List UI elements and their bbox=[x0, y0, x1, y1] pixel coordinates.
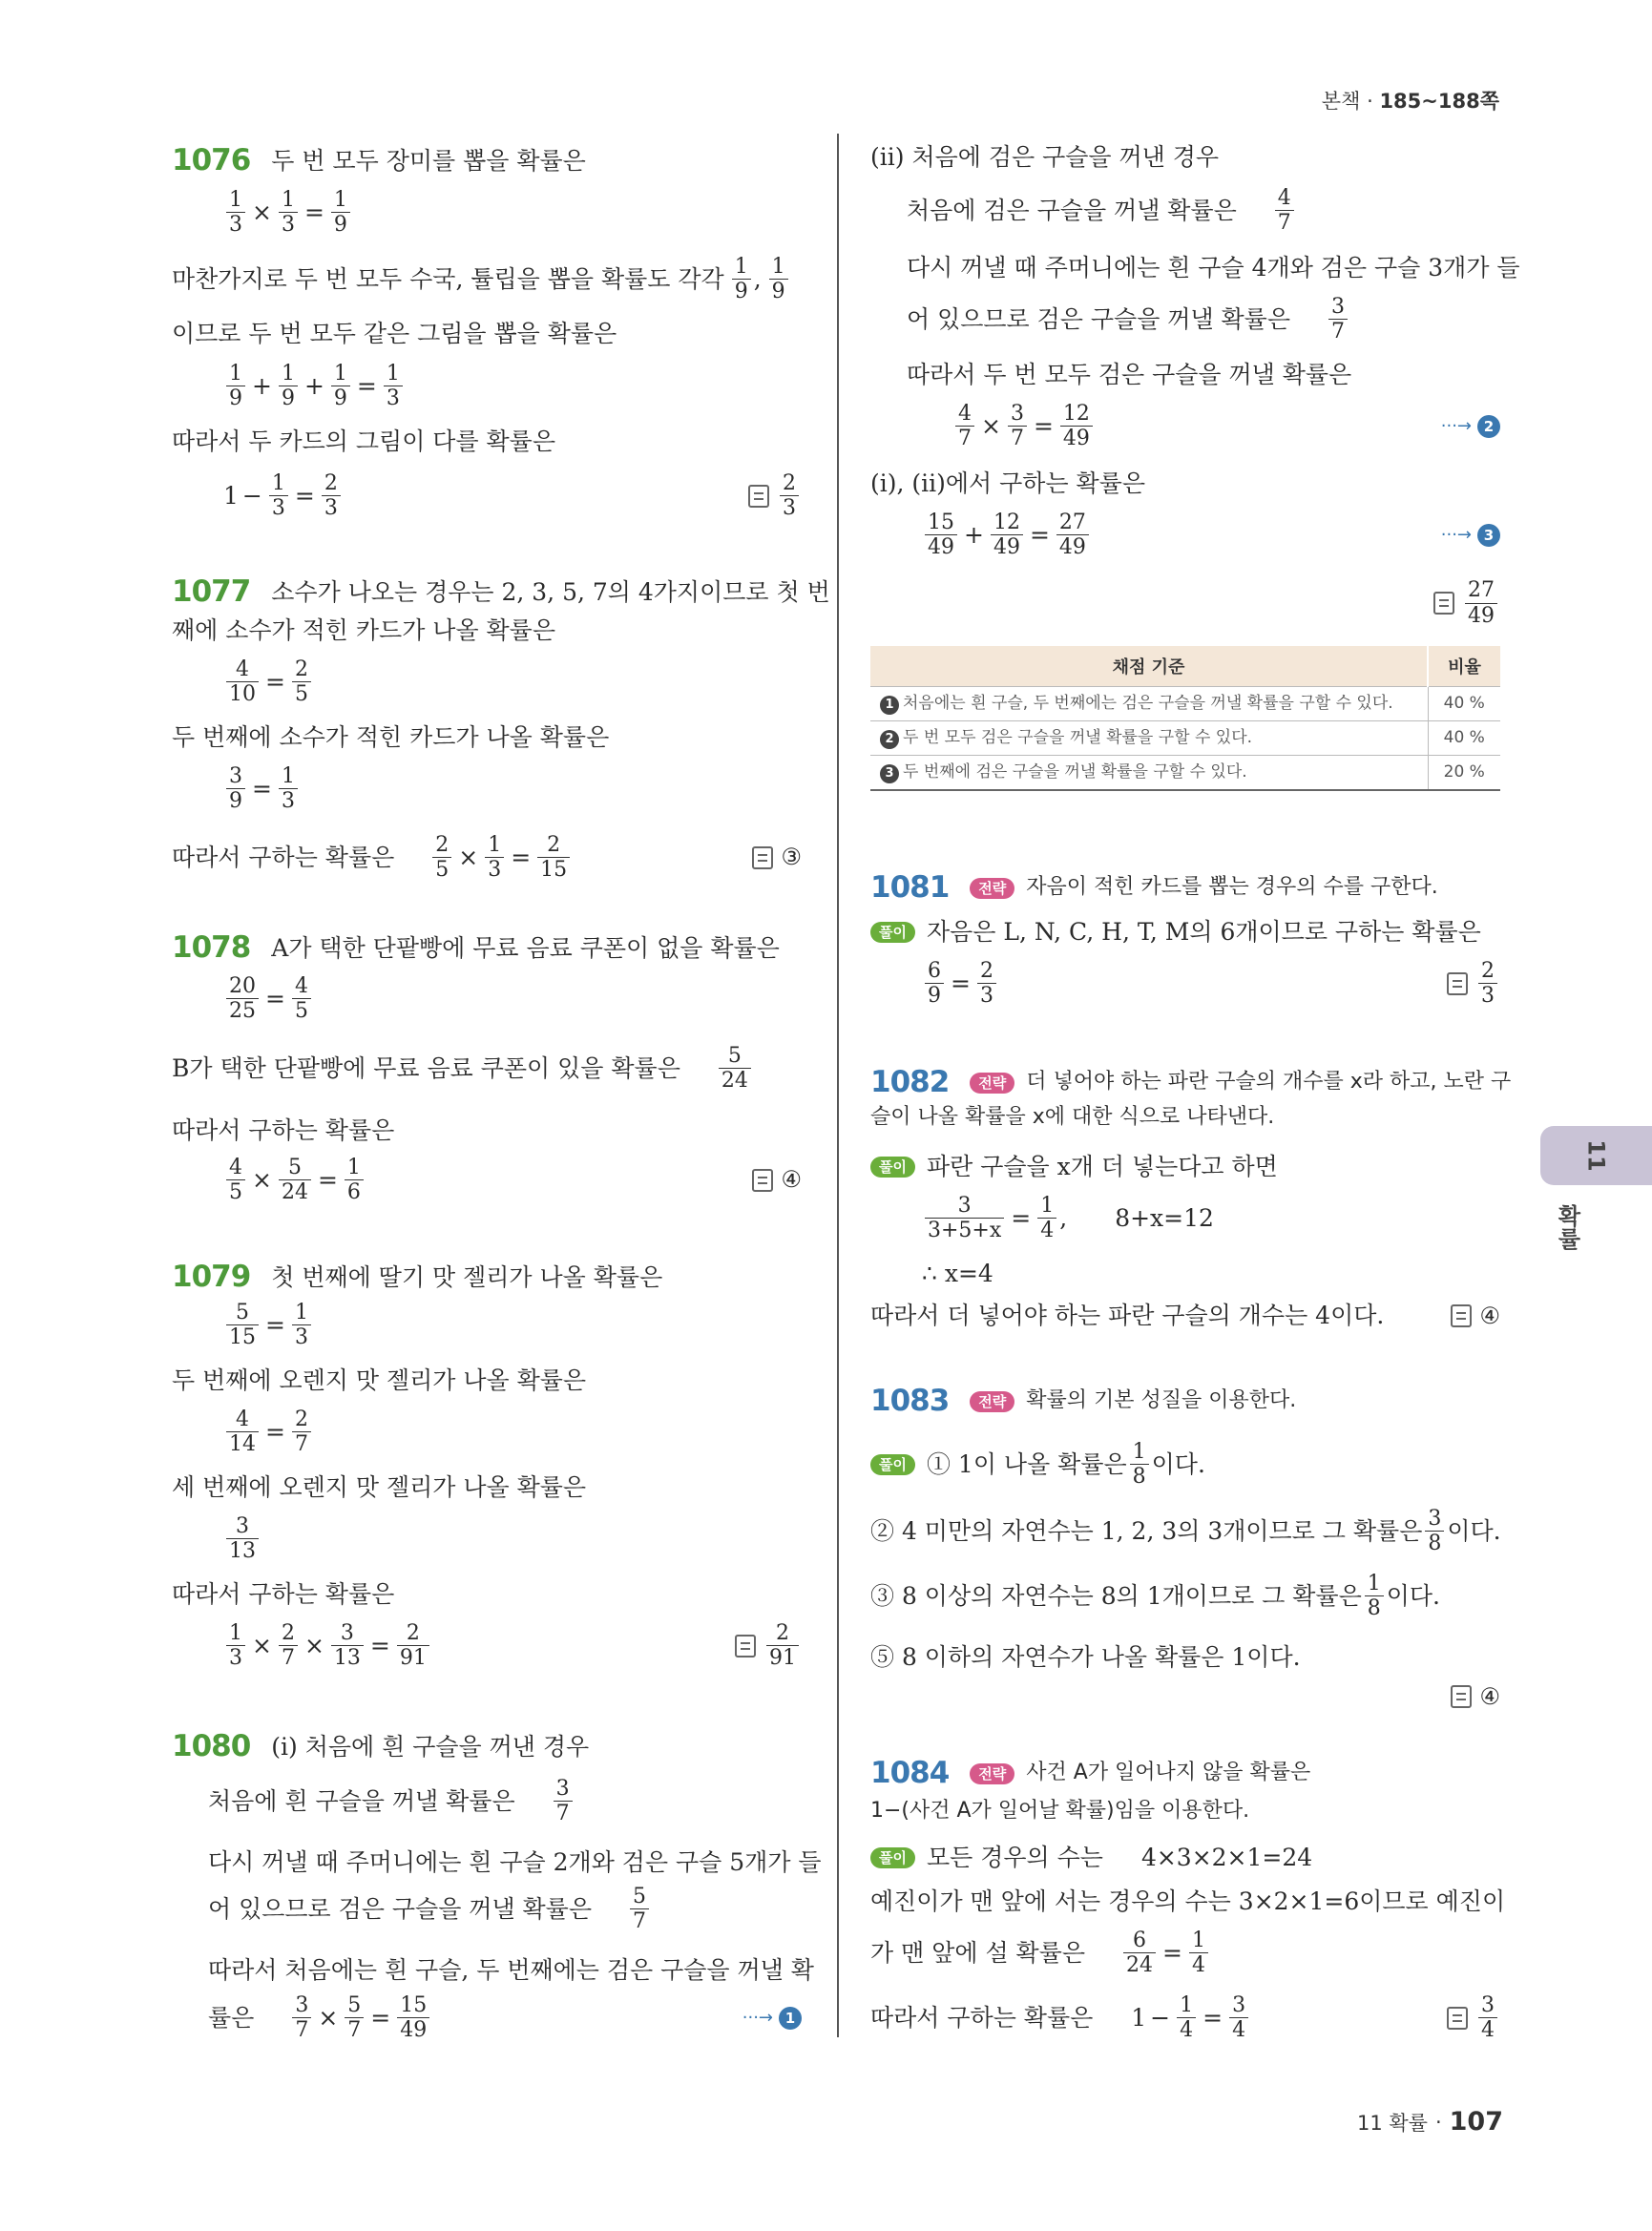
text-line: 어 있으므로 검은 구슬을 꺼낼 확률은 $\frac{3}{7}$ bbox=[870, 296, 1350, 343]
problem-1079-title bbox=[172, 1260, 662, 1295]
equation: $\frac{6}{9}$ = $\frac{2}{3}$ $\frac{2}{3}$ bbox=[870, 960, 1500, 1007]
answer: $\frac{27}{49}$ bbox=[1433, 579, 1500, 626]
problem-number: 1079 bbox=[172, 1260, 251, 1294]
text: ③ 8 이상의 자연수는 8의 1개이므로 그 확률은 bbox=[870, 1581, 1362, 1610]
equation: $\frac{1}{3}$ × $\frac{2}{7}$ × $\frac{3}{13}$ = $\frac{2}{91}$ $\frac{2}{91}$ bbox=[172, 1622, 802, 1669]
problem-1080-title bbox=[172, 1729, 589, 1764]
solution-tag: 풀이 bbox=[870, 1157, 915, 1178]
equation: $\frac{20}{25}$ = $\frac{4}{5}$ bbox=[172, 975, 314, 1022]
text: 가 맨 앞에 설 확률은 bbox=[870, 1938, 1085, 1967]
text-line bbox=[870, 361, 1351, 389]
criterion-text: 처음에는 흰 구슬, 두 번째에는 검은 구슬을 꺼낼 확률을 구할 수 있다. bbox=[903, 694, 1393, 713]
strategy-text: 더 넣어야 하는 파란 구슬의 개수를 x라 하고, 노란 구 bbox=[1026, 1070, 1512, 1095]
text-line bbox=[172, 1366, 586, 1395]
text: 째에 소수가 적힌 카드가 나올 확률은 bbox=[172, 616, 555, 644]
text-line bbox=[172, 1956, 814, 1985]
book-label: 본책 bbox=[1321, 90, 1361, 113]
problem-number: 1082 bbox=[870, 1065, 950, 1099]
footer-chapter: 11 확률 bbox=[1356, 2111, 1428, 2135]
text: 두 번 모두 장미를 뽑을 확률은 bbox=[271, 146, 586, 175]
text: A가 택한 단팥빵에 무료 음료 쿠폰이 없을 확률은 bbox=[271, 933, 780, 962]
text-line bbox=[870, 1260, 993, 1288]
text: (ⅱ) 처음에 검은 구슬을 꺼낸 경우 bbox=[870, 143, 1220, 171]
problem-number: 1083 bbox=[870, 1384, 950, 1418]
answer-row bbox=[870, 576, 1500, 630]
problem-number: 1077 bbox=[172, 574, 251, 609]
page-number: 107 bbox=[1449, 2107, 1503, 2137]
answer-icon bbox=[1433, 592, 1454, 615]
problem-1083-title bbox=[870, 1384, 1296, 1419]
problem-number: 1080 bbox=[172, 1729, 251, 1763]
solution-tag: 풀이 bbox=[870, 922, 915, 943]
text-line: 어 있으므로 검은 구슬을 꺼낼 확률은 $\frac{5}{7}$ bbox=[172, 1886, 652, 1932]
criterion-number: 1 bbox=[880, 696, 899, 715]
answer-value: ④ bbox=[781, 1166, 802, 1194]
chapter-number: 11 bbox=[1582, 1139, 1610, 1172]
equation: $\frac{3}{13}$ bbox=[172, 1515, 261, 1562]
text-line: 풀이 ① 1이 나올 확률은 $\frac{1}{8}$ 이다. bbox=[870, 1441, 1205, 1488]
page-footer bbox=[1357, 2107, 1503, 2137]
text: 따라서 더 넣어야 하는 파란 구슬의 개수는 4이다. bbox=[870, 1302, 1385, 1329]
text-line bbox=[870, 1302, 1500, 1330]
header-sep: · bbox=[1367, 90, 1373, 113]
equation-text: 8+x=12 bbox=[1115, 1203, 1214, 1232]
text: ① 1이 나올 확률은 bbox=[926, 1449, 1127, 1478]
text: 따라서 구하는 확률은 bbox=[172, 1116, 395, 1144]
text-line bbox=[870, 1105, 1274, 1130]
equation: 1 − $\frac{1}{3}$ = $\frac{2}{3}$ $\frac{2}{3}$ bbox=[172, 472, 802, 519]
text-line bbox=[172, 723, 609, 752]
text-line bbox=[870, 1887, 1505, 1916]
text-line bbox=[870, 1844, 1312, 1872]
text: 이다. bbox=[1151, 1449, 1205, 1478]
text: 따라서 구하는 확률은 bbox=[870, 2003, 1094, 2032]
answer-icon bbox=[735, 1635, 756, 1658]
answer-icon bbox=[1451, 1685, 1472, 1708]
criterion-ratio: 40 % bbox=[1428, 720, 1500, 755]
equation: $\frac{1}{3}$ × $\frac{1}{3}$ = $\frac{1}{9}$ bbox=[172, 189, 353, 236]
text-line: 처음에 검은 구슬을 꺼낼 확률은 $\frac{4}{7}$ bbox=[870, 187, 1297, 234]
text-line: 처음에 흰 구슬을 꺼낼 확률은 $\frac{3}{7}$ bbox=[172, 1778, 575, 1824]
solution-tag: 풀이 bbox=[870, 1847, 915, 1868]
equation: $\frac{4}{10}$ = $\frac{2}{5}$ bbox=[172, 658, 314, 705]
text-line bbox=[172, 427, 555, 456]
equation: $\frac{4}{14}$ = $\frac{2}{7}$ bbox=[172, 1408, 314, 1455]
chapter-label: 확률 bbox=[1554, 1204, 1580, 1250]
step-marker: ···→ 3 bbox=[1441, 524, 1500, 547]
answer-value: ④ bbox=[1479, 1302, 1500, 1329]
solution-tag: 풀이 bbox=[870, 1454, 915, 1475]
problem-number: 1076 bbox=[172, 143, 251, 177]
grading-header: 채점 기준 bbox=[870, 646, 1428, 687]
problem-1082-title bbox=[870, 1065, 1511, 1100]
page-range: 185~188쪽 bbox=[1379, 90, 1499, 113]
text-line bbox=[870, 143, 1219, 172]
text-line bbox=[870, 1643, 1301, 1672]
text: 따라서 처음에는 흰 구슬, 두 번째에는 검은 구슬을 꺼낼 확 bbox=[208, 1956, 814, 1984]
strategy-text: 1−(사건 A가 일어날 확률)임을 이용한다. bbox=[870, 1799, 1250, 1823]
text: 자음은 L, N, C, H, T, M의 6개이므로 구하는 확률은 bbox=[926, 918, 1481, 946]
strategy-text: 자음이 적힌 카드를 뽑는 경우의 수를 구한다. bbox=[1026, 875, 1438, 900]
equation: $\frac{3}{3+5+x}$ = $\frac{1}{4}$ , 8+x=12 bbox=[870, 1195, 1214, 1241]
text: 마찬가지로 두 번 모두 수국, 튤립을 뽑을 확률도 각각 bbox=[172, 264, 724, 293]
text-line: ② 4 미만의 자연수는 1, 2, 3의 3개이므로 그 확률은 $\frac{3}{8}$ 이다. bbox=[870, 1507, 1501, 1556]
text: 따라서 두 번 모두 검은 구슬을 꺼낼 확률은 bbox=[907, 361, 1352, 388]
problem-1076-title bbox=[172, 143, 586, 178]
answer-icon bbox=[1447, 2007, 1468, 2030]
text: ② 4 미만의 자연수는 1, 2, 3의 3개이므로 그 확률은 bbox=[870, 1516, 1423, 1545]
equation-text: 4×3×2×1=24 bbox=[1140, 1844, 1313, 1871]
text-line: 마찬가지로 두 번 모두 수국, 튤립을 뽑을 확률도 각각 $\frac{1}{9}$ , $\frac{1}{9}$ bbox=[172, 256, 791, 302]
problem-number: 1078 bbox=[172, 930, 251, 965]
text-line bbox=[870, 1153, 1278, 1181]
answer: $\frac{3}{4}$ bbox=[1447, 1994, 1500, 2041]
text: 소수가 나오는 경우는 2, 3, 5, 7의 4가지이므로 첫 번 bbox=[271, 577, 830, 606]
answer bbox=[752, 1166, 802, 1194]
text-line bbox=[172, 320, 617, 348]
answer-icon bbox=[752, 1169, 773, 1192]
text-line bbox=[172, 1580, 394, 1609]
grading-table bbox=[870, 646, 1500, 791]
answer bbox=[752, 844, 802, 871]
text-line bbox=[870, 1799, 1249, 1824]
answer-icon bbox=[1447, 972, 1468, 995]
equation: $\frac{4}{7}$ × $\frac{3}{7}$ = $\frac{12}{49}$ ···→ 2 bbox=[870, 403, 1500, 449]
column-divider bbox=[837, 134, 839, 2037]
answer: $\frac{2}{3}$ bbox=[748, 472, 802, 519]
text: 예진이가 맨 앞에 서는 경우의 수는 3×2×1=6이므로 예진이 bbox=[870, 1887, 1506, 1915]
text: 어 있으므로 검은 구슬을 꺼낼 확률은 bbox=[907, 304, 1290, 333]
text-line: ③ 8 이상의 자연수는 8의 1개이므로 그 확률은 $\frac{1}{8}$ 이다. bbox=[870, 1572, 1440, 1621]
text-line bbox=[172, 1116, 394, 1145]
ratio-header: 비율 bbox=[1428, 646, 1500, 687]
marker-number: 1 bbox=[779, 2007, 802, 2030]
strategy-tag: 전략 bbox=[970, 1391, 1014, 1412]
text: (ⅰ) 처음에 흰 구슬을 꺼낸 경우 bbox=[271, 1732, 590, 1761]
text: 이다. bbox=[1386, 1581, 1440, 1610]
answer-value: ③ bbox=[781, 844, 802, 871]
text-line: 가 맨 앞에 설 확률은 $\frac{6}{24}$ = $\frac{1}{4}$ bbox=[870, 1929, 1211, 1976]
text: 첫 번째에 딸기 맛 젤리가 나올 확률은 bbox=[271, 1262, 663, 1291]
text-line bbox=[870, 254, 1520, 282]
table-row bbox=[870, 687, 1500, 721]
text-line bbox=[172, 616, 555, 645]
text-line bbox=[172, 1473, 586, 1502]
page-header bbox=[1322, 86, 1499, 115]
text-line: 률은 $\frac{3}{7}$ × $\frac{5}{7}$ = $\frac{15}{49}$ ···→ 1 bbox=[172, 1994, 802, 2041]
table-row bbox=[870, 755, 1500, 789]
text: 어 있으므로 검은 구슬을 꺼낼 확률은 bbox=[208, 1894, 592, 1923]
text: 두 번째에 오렌지 맛 젤리가 나올 확률은 bbox=[172, 1366, 587, 1394]
answer bbox=[1451, 1303, 1500, 1330]
strategy-tag: 전략 bbox=[970, 1763, 1014, 1784]
criterion-number: 3 bbox=[880, 764, 899, 783]
marker-number: 3 bbox=[1477, 524, 1500, 547]
text: (ⅰ), (ⅱ)에서 구하는 확률은 bbox=[870, 469, 1145, 497]
problem-1078-title bbox=[172, 930, 780, 966]
step-marker: ···→ 2 bbox=[1441, 415, 1500, 438]
problem-1081-title bbox=[870, 870, 1438, 906]
strategy-tag: 전략 bbox=[970, 1073, 1014, 1094]
answer-icon bbox=[748, 485, 769, 508]
answer-icon bbox=[1451, 1304, 1472, 1327]
criterion-ratio: 40 % bbox=[1428, 687, 1500, 721]
text: 따라서 구하는 확률은 bbox=[172, 1580, 395, 1608]
criterion-text: 두 번 모두 검은 구슬을 꺼낼 확률을 구할 수 있다. bbox=[903, 727, 1253, 747]
problem-1084-title bbox=[870, 1756, 1310, 1791]
text: 다시 꺼낼 때 주머니에는 흰 구슬 2개와 검은 구슬 5개가 들 bbox=[208, 1848, 822, 1876]
criterion-number: 2 bbox=[880, 730, 899, 749]
answer bbox=[1451, 1683, 1500, 1711]
step-marker: ···→ 1 bbox=[742, 2007, 802, 2030]
equation: $\frac{1}{9}$ + $\frac{1}{9}$ + $\frac{1}{9}$ = $\frac{1}{3}$ bbox=[172, 363, 406, 409]
equation: $\frac{5}{15}$ = $\frac{1}{3}$ bbox=[172, 1302, 314, 1348]
equation: $\frac{15}{49}$ + $\frac{12}{49}$ = $\frac{27}{49}$ ···→ 3 bbox=[870, 511, 1500, 558]
equation: $\frac{3}{9}$ = $\frac{1}{3}$ bbox=[172, 765, 301, 812]
text: 두 번째에 소수가 적힌 카드가 나올 확률은 bbox=[172, 723, 610, 751]
text-line bbox=[870, 469, 1145, 498]
answer: $\frac{2}{3}$ bbox=[1447, 960, 1500, 1007]
text: ⑤ 8 이하의 자연수가 나올 확률은 1이다. bbox=[870, 1643, 1301, 1671]
marker-number: 2 bbox=[1477, 415, 1500, 438]
answer-row bbox=[870, 1678, 1500, 1716]
text: 이다. bbox=[1447, 1516, 1501, 1545]
text-line bbox=[172, 1848, 822, 1877]
text: 률은 bbox=[208, 2003, 255, 2032]
text-line: 따라서 구하는 확률은 1 − $\frac{1}{4}$ = $\frac{3}{4}$ $\frac{3}{4}$ bbox=[870, 1994, 1500, 2041]
strategy-text: 확률의 기본 성질을 이용한다. bbox=[1026, 1388, 1297, 1413]
strategy-text: 슬이 나올 확률을 x에 대한 식으로 나타낸다. bbox=[870, 1105, 1275, 1129]
text-line: 따라서 구하는 확률은 $\frac{2}{5}$ × $\frac{1}{3}$ = $\frac{2}{15}$ ③ bbox=[172, 833, 802, 883]
table-row bbox=[870, 720, 1500, 755]
text: B가 택한 단팥빵에 무료 음료 쿠폰이 있을 확률은 bbox=[172, 1053, 680, 1082]
text: 파란 구슬을 x개 더 넣는다고 하면 bbox=[926, 1153, 1278, 1180]
text: 다시 꺼낼 때 주머니에는 흰 구슬 4개와 검은 구슬 3개가 들 bbox=[907, 254, 1520, 281]
criterion-text: 두 번째에 검은 구슬을 꺼낼 확률을 구할 수 있다. bbox=[903, 761, 1247, 782]
problem-number: 1081 bbox=[870, 870, 950, 905]
equation: $\frac{4}{5}$ × $\frac{5}{24}$ = $\frac{1}{6}$ ④ bbox=[172, 1157, 802, 1203]
answer-icon bbox=[752, 846, 773, 869]
footer-sep: · bbox=[1434, 2110, 1442, 2134]
criterion-ratio: 20 % bbox=[1428, 755, 1500, 789]
chapter-tab bbox=[1540, 1126, 1652, 1185]
text: 이므로 두 번 모두 같은 그림을 뽑을 확률은 bbox=[172, 320, 617, 347]
text: 따라서 두 카드의 그림이 다를 확률은 bbox=[172, 427, 555, 455]
text-line bbox=[870, 918, 1481, 947]
answer: $\frac{2}{91}$ bbox=[735, 1622, 802, 1669]
text: 세 번째에 오렌지 맛 젤리가 나올 확률은 bbox=[172, 1473, 587, 1501]
text: 모든 경우의 수는 bbox=[926, 1844, 1103, 1871]
text: 처음에 검은 구슬을 꺼낼 확률은 bbox=[907, 196, 1237, 224]
text: 처음에 흰 구슬을 꺼낼 확률은 bbox=[208, 1786, 515, 1815]
problem-1077-title bbox=[172, 574, 830, 610]
text-line: B가 택한 단팥빵에 무료 음료 쿠폰이 있을 확률은 $\frac{5}{24}$ bbox=[172, 1045, 754, 1092]
text: 따라서 구하는 확률은 bbox=[172, 843, 395, 871]
strategy-text: 사건 A가 일어나지 않을 확률은 bbox=[1026, 1761, 1311, 1785]
problem-number: 1084 bbox=[870, 1756, 950, 1790]
strategy-tag: 전략 bbox=[970, 878, 1014, 899]
answer-value: ④ bbox=[1479, 1682, 1500, 1710]
text: ∴ x=4 bbox=[922, 1260, 993, 1287]
